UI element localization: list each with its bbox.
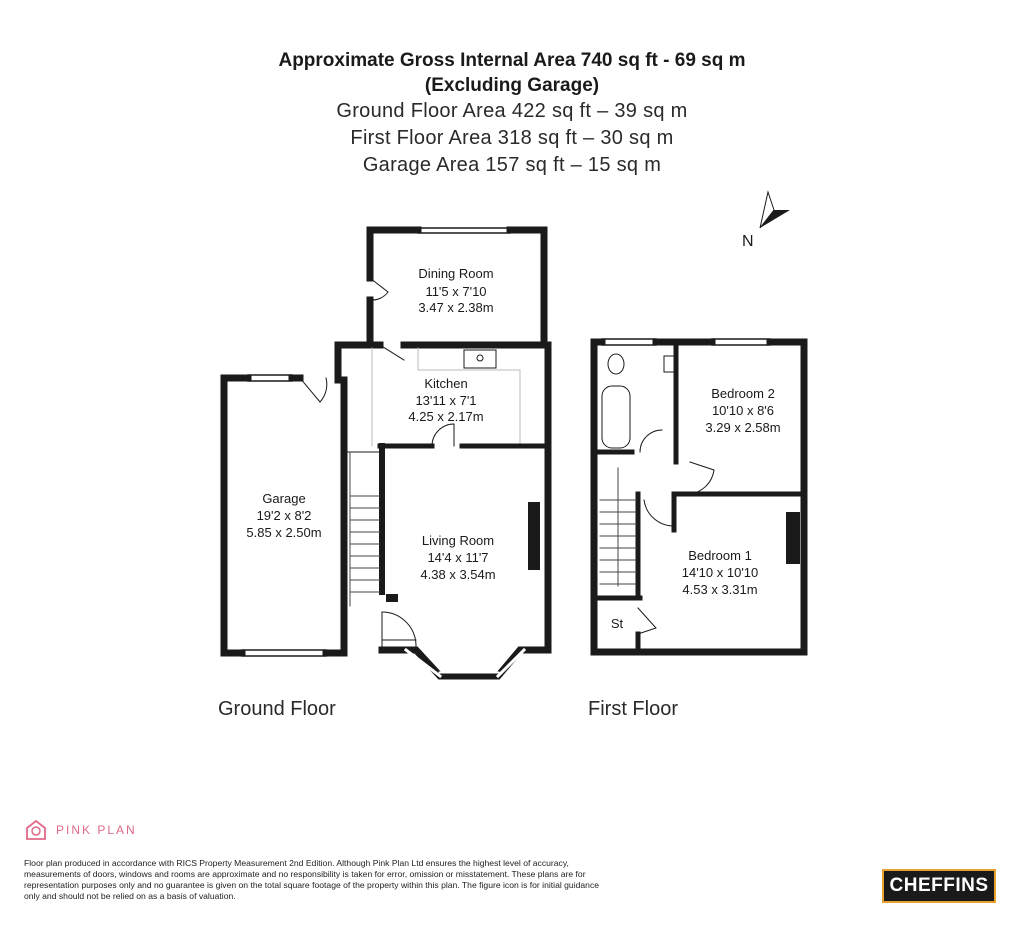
pink-plan-name: PINK PLAN [56, 823, 137, 837]
cheffins-logo: CHEFFINS [882, 869, 996, 903]
bedroom-2 [676, 452, 804, 494]
bedroom-2-metric: 3.29 x 2.58m [705, 420, 781, 435]
hallway-stairs [346, 446, 416, 652]
garage-imperial: 19'2 x 8'2 [256, 508, 312, 523]
first-floor-label: First Floor [588, 698, 678, 720]
pink-plan-logo [24, 818, 137, 842]
ground-floor-area: Ground Floor Area 422 sq ft – 39 sq m [336, 100, 688, 122]
gross-area-title: Approximate Gross Internal Area 740 sq ft - 69 sq m [278, 50, 746, 71]
first-floor-area: First Floor Area 318 sq ft – 30 sq m [350, 127, 674, 149]
garage-name: Garage [262, 491, 306, 506]
excluding-garage-note: (Excluding Garage) [424, 75, 600, 96]
living-room-imperial: 14'4 x 11'7 [427, 550, 489, 565]
bedroom-1-imperial: 14'10 x 10'10 [681, 565, 759, 580]
ground-floor-plan [224, 228, 548, 676]
dining-room-name: Dining Room [418, 266, 494, 281]
living-room-metric: 4.38 x 3.54m [420, 567, 496, 582]
ground-floor-label: Ground Floor [218, 698, 336, 720]
bathroom [594, 342, 676, 452]
garage-area: Garage Area 157 sq ft – 15 sq m [362, 154, 662, 176]
living-room-name: Living Room [421, 533, 495, 548]
garage-metric: 5.85 x 2.50m [246, 525, 322, 540]
bedroom-2-imperial: 10'10 x 8'6 [711, 403, 775, 418]
north-arrow-icon [742, 192, 790, 250]
store-label: St [610, 616, 624, 631]
dining-room-imperial: 11'5 x 7'10 [425, 284, 487, 299]
landing-stairs [600, 468, 690, 596]
kitchen-name: Kitchen [424, 376, 468, 391]
north-label: N [742, 233, 754, 250]
bedroom-1-metric: 4.53 x 3.31m [682, 582, 758, 597]
disclaimer-text: Floor plan produced in accordance with RICS Property Measurement 2nd Edition. Although Pink Plan Ltd ensures the highest level of accuracy, measurements of doors, windows and rooms are approximate and no responsibility is taken for error, omission or misstatement. These plans are for representation purposes only and no guarantee is given on the total square footage of the property within this plan. The figure icon is for initial guidance only and should not be relied on as a basis of valuation. [24, 858, 600, 901]
kitchen-imperial: 13'11 x 7'1 [415, 393, 477, 408]
pink-plan-house-icon [24, 818, 48, 842]
kitchen-metric: 4.25 x 2.17m [408, 409, 484, 424]
bedroom-2-name: Bedroom 2 [711, 386, 775, 401]
bedroom-1-name: Bedroom 1 [688, 548, 752, 563]
dining-room-metric: 3.47 x 2.38m [418, 300, 494, 315]
